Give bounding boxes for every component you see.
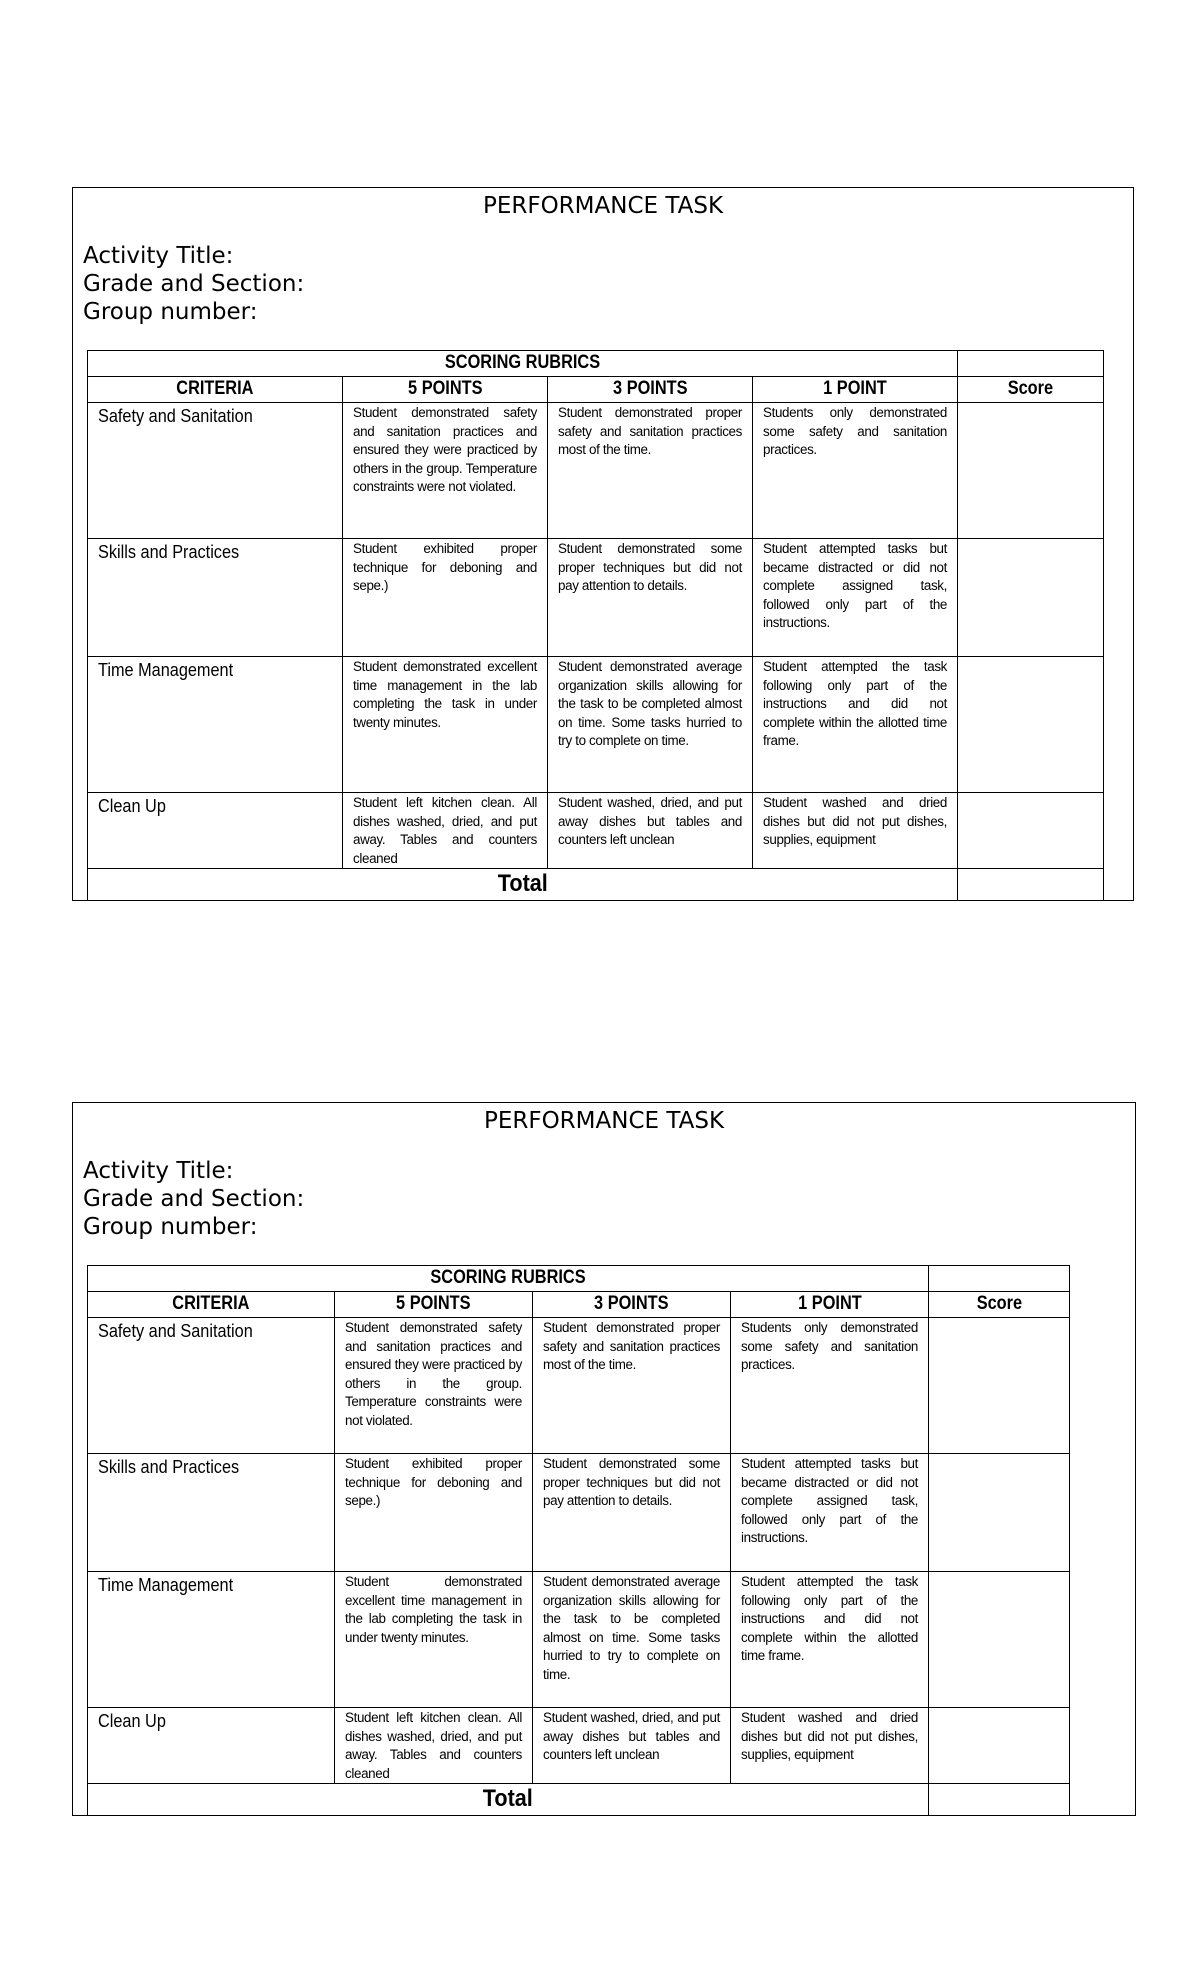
three-points-cell: Student demonstrated some proper techniques but did not pay attention to details. <box>533 1454 731 1572</box>
group-number-label: Group number: <box>83 299 258 325</box>
total-label-cell <box>88 1784 929 1816</box>
one-point-cell: Student attempted tasks but became distracted or did not complete assigned task, followed only part of the instructions. <box>731 1454 929 1572</box>
total-label: Total <box>497 870 548 897</box>
rubric-title-cell <box>88 1266 929 1292</box>
three-points-cell: Student demonstrated proper safety and sanitation practices most of the time. <box>548 403 753 539</box>
grade-section-label: Grade and Section: <box>83 1186 305 1212</box>
criteria-cell: Time Management <box>88 657 343 793</box>
criteria-cell: Skills and Practices <box>88 1454 335 1572</box>
page-title: PERFORMANCE TASK <box>482 193 724 219</box>
column-header-3-points: 3 POINTS <box>548 377 753 403</box>
score-cell[interactable] <box>929 1454 1070 1572</box>
one-point-cell: Students only demonstrated some safety and sanitation practices. <box>753 403 958 539</box>
table-row <box>88 793 1104 869</box>
criteria-cell: Safety and Sanitation <box>88 1318 335 1454</box>
three-points-cell: Student washed, dried, and put away dishes but tables and counters left unclean <box>548 793 753 869</box>
total-score-cell[interactable] <box>958 869 1104 901</box>
column-header-criteria: CRITERIA <box>88 1292 335 1318</box>
five-points-cell: Student left kitchen clean. All dishes washed, dried, and put away. Tables and counters cleaned <box>343 793 548 869</box>
column-header-score: Score <box>958 377 1104 403</box>
table-row <box>88 1454 1070 1572</box>
three-points-cell: Student demonstrated average organization skills allowing for the task to be completed almost on time. Some tasks hurried to try to complete on time. <box>548 657 753 793</box>
column-header-score: Score <box>929 1292 1070 1318</box>
score-cell[interactable] <box>929 1708 1070 1784</box>
table-row <box>88 1572 1070 1708</box>
rubric-title-cell <box>88 351 958 377</box>
rubric-title: SCORING RUBRICS <box>444 352 601 373</box>
column-header-5-points: 5 POINTS <box>335 1292 533 1318</box>
three-points-cell: Student demonstrated some proper techniques but did not pay attention to details. <box>548 539 753 657</box>
score-cell[interactable] <box>958 539 1104 657</box>
activity-title-label: Activity Title: <box>83 1158 234 1184</box>
grade-section-label: Grade and Section: <box>83 271 305 297</box>
rubric-title-blank <box>929 1266 1070 1292</box>
rubric-title-blank <box>958 351 1104 377</box>
scoring-rubric-table <box>87 1265 1070 1816</box>
one-point-cell: Student attempted the task following only part of the instructions and did not complete within the allotted time frame. <box>731 1572 929 1708</box>
three-points-cell: Student demonstrated average organization skills allowing for the task to be completed almost on time. Some tasks hurried to try to complete on time. <box>533 1572 731 1708</box>
five-points-cell: Student left kitchen clean. All dishes washed, dried, and put away. Tables and counters cleaned <box>335 1708 533 1784</box>
criteria-cell: Time Management <box>88 1572 335 1708</box>
column-header-1-point: 1 POINT <box>753 377 958 403</box>
column-header-5-points: 5 POINTS <box>343 377 548 403</box>
form-info <box>83 1157 304 1241</box>
score-cell[interactable] <box>958 657 1104 793</box>
scoring-rubric-table <box>87 350 1104 901</box>
score-cell[interactable] <box>929 1572 1070 1708</box>
criteria-cell: Clean Up <box>88 793 343 869</box>
three-points-cell: Student demonstrated proper safety and sanitation practices most of the time. <box>533 1318 731 1454</box>
performance-task-form-2 <box>72 1102 1136 1816</box>
five-points-cell: Student exhibited proper technique for deboning and sepe.) <box>335 1454 533 1572</box>
column-header-3-points: 3 POINTS <box>533 1292 731 1318</box>
one-point-cell: Students only demonstrated some safety and sanitation practices. <box>731 1318 929 1454</box>
three-points-cell: Student washed, dried, and put away dishes but tables and counters left unclean <box>533 1708 731 1784</box>
total-score-cell[interactable] <box>929 1784 1070 1816</box>
criteria-cell: Safety and Sanitation <box>88 403 343 539</box>
table-row <box>88 657 1104 793</box>
score-cell[interactable] <box>958 403 1104 539</box>
total-label: Total <box>483 1785 534 1812</box>
performance-task-form-1 <box>72 187 1134 901</box>
column-header-criteria: CRITERIA <box>88 377 343 403</box>
one-point-cell: Student washed and dried dishes but did not put dishes, supplies, equipment <box>753 793 958 869</box>
score-cell[interactable] <box>929 1318 1070 1454</box>
form-info <box>83 242 304 326</box>
activity-title-label: Activity Title: <box>83 243 234 269</box>
five-points-cell: Student demonstrated safety and sanitation practices and ensured they were practiced by others in the group. Temperature constraints were not violated. <box>343 403 548 539</box>
total-label-cell <box>88 869 958 901</box>
rubric-title: SCORING RUBRICS <box>430 1267 586 1288</box>
one-point-cell: Student attempted tasks but became distracted or did not complete assigned task, followed only part of the instructions. <box>753 539 958 657</box>
criteria-cell: Clean Up <box>88 1708 335 1784</box>
five-points-cell: Student demonstrated excellent time management in the lab completing the task in under twenty minutes. <box>343 657 548 793</box>
column-header-1-point: 1 POINT <box>731 1292 929 1318</box>
five-points-cell: Student demonstrated safety and sanitation practices and ensured they were practiced by others in the group. Temperature constraints were not violated. <box>335 1318 533 1454</box>
table-row <box>88 403 1104 539</box>
table-row <box>88 539 1104 657</box>
five-points-cell: Student exhibited proper technique for deboning and sepe.) <box>343 539 548 657</box>
group-number-label: Group number: <box>83 1214 258 1240</box>
five-points-cell: Student demonstrated excellent time management in the lab completing the task in under twenty minutes. <box>335 1572 533 1708</box>
score-cell[interactable] <box>958 793 1104 869</box>
table-row <box>88 1318 1070 1454</box>
page-title: PERFORMANCE TASK <box>483 1108 725 1134</box>
criteria-cell: Skills and Practices <box>88 539 343 657</box>
one-point-cell: Student washed and dried dishes but did not put dishes, supplies, equipment <box>731 1708 929 1784</box>
table-row <box>88 1708 1070 1784</box>
one-point-cell: Student attempted the task following only part of the instructions and did not complete within the allotted time frame. <box>753 657 958 793</box>
